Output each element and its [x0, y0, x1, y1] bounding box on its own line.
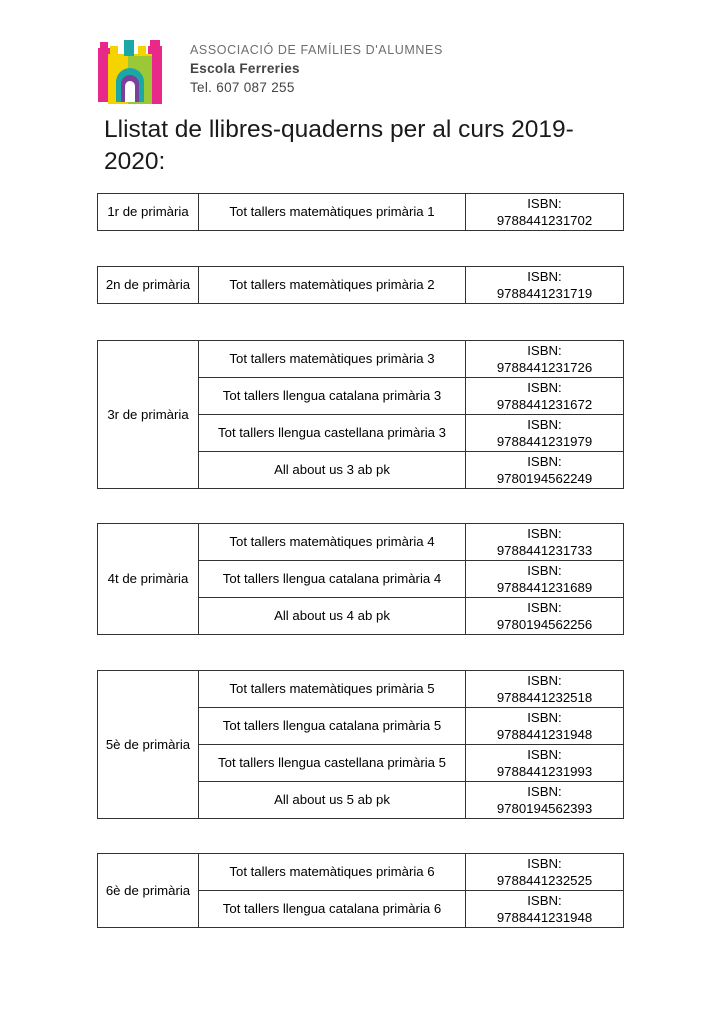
- isbn-value: 9788441231719: [496, 286, 593, 301]
- book-title: Tot tallers llengua castellana primària 3: [199, 415, 466, 452]
- isbn-label: ISBN:: [527, 343, 562, 358]
- book-title: Tot tallers matemàtiques primària 5: [199, 671, 466, 708]
- isbn-label: ISBN:: [527, 673, 562, 688]
- table-row: [98, 671, 624, 708]
- book-title: Tot tallers matemàtiques primària 1: [199, 194, 466, 231]
- association-name: ASSOCIACIÓ DE FAMÍLIES D'ALUMNES: [190, 43, 443, 57]
- grade-label: 2n de primària: [105, 277, 191, 292]
- isbn-cell: [466, 745, 624, 782]
- book-title: All about us 4 ab pk: [199, 598, 466, 635]
- grade-table: [97, 340, 624, 489]
- isbn-cell: [466, 561, 624, 598]
- table-row: [98, 524, 624, 561]
- isbn-value: 9788441231948: [496, 910, 593, 925]
- book-title: Tot tallers matemàtiques primària 2: [199, 267, 466, 304]
- table-row: [98, 854, 624, 891]
- isbn-cell: [466, 598, 624, 635]
- isbn-cell: [466, 708, 624, 745]
- book-title: Tot tallers matemàtiques primària 4: [199, 524, 466, 561]
- grade-label: 1r de primària: [107, 204, 189, 219]
- grade-label: 5è de primària: [105, 736, 191, 752]
- isbn-cell: [466, 782, 624, 819]
- school-castle-logo: [98, 38, 162, 104]
- isbn-value: 9788441231672: [496, 397, 593, 412]
- grade-table: [97, 670, 624, 819]
- grade-label: 4t de primària: [107, 571, 189, 586]
- grade-table: [97, 853, 624, 928]
- grade-cell: [98, 854, 199, 928]
- book-title: Tot tallers llengua catalana primària 4: [199, 561, 466, 598]
- grade-cell: [98, 671, 199, 819]
- grade-table: [97, 266, 624, 304]
- book-title: Tot tallers llengua catalana primària 3: [199, 378, 466, 415]
- isbn-label: ISBN:: [527, 526, 562, 541]
- isbn-cell: [466, 891, 624, 928]
- isbn-cell: [466, 671, 624, 708]
- isbn-value: 9788441232525: [496, 873, 593, 888]
- isbn-cell: [466, 452, 624, 489]
- isbn-label: ISBN:: [527, 417, 562, 432]
- isbn-cell: [466, 341, 624, 378]
- isbn-label: ISBN:: [527, 747, 562, 762]
- isbn-cell: [466, 415, 624, 452]
- isbn-value: 9788441231979: [496, 434, 593, 449]
- grade-cell: [98, 341, 199, 489]
- isbn-value: 9780194562393: [496, 801, 593, 816]
- book-title: All about us 5 ab pk: [199, 782, 466, 819]
- book-title: Tot tallers matemàtiques primària 6: [199, 854, 466, 891]
- isbn-cell: [466, 267, 624, 304]
- isbn-label: ISBN:: [527, 856, 562, 871]
- isbn-label: ISBN:: [527, 454, 562, 469]
- isbn-value: 9788441231689: [496, 580, 593, 595]
- isbn-cell: [466, 378, 624, 415]
- grade-cell: [98, 194, 199, 231]
- isbn-value: 9788441231948: [496, 727, 593, 742]
- phone-number: Tel. 607 087 255: [190, 80, 295, 95]
- isbn-label: ISBN:: [527, 893, 562, 908]
- grade-label: 6è de primària: [105, 882, 191, 898]
- isbn-cell: [466, 194, 624, 231]
- book-title: Tot tallers llengua castellana primària 5: [199, 745, 466, 782]
- isbn-value: 9780194562256: [496, 617, 593, 632]
- isbn-value: 9780194562249: [496, 471, 593, 486]
- isbn-label: ISBN:: [527, 380, 562, 395]
- table-row: [98, 341, 624, 378]
- page-title: Llistat de llibres-quaderns per al curs 2019-2020:: [104, 116, 574, 175]
- grade-label: 3r de primària: [107, 406, 189, 422]
- isbn-value: 9788441231726: [496, 360, 593, 375]
- table-row: [98, 267, 624, 304]
- grade-table: [97, 193, 624, 231]
- isbn-value: 9788441231702: [496, 213, 593, 228]
- isbn-label: ISBN:: [527, 784, 562, 799]
- isbn-cell: [466, 524, 624, 561]
- book-title: Tot tallers matemàtiques primària 3: [199, 341, 466, 378]
- isbn-label: ISBN:: [527, 710, 562, 725]
- book-title: Tot tallers llengua catalana primària 6: [199, 891, 466, 928]
- isbn-cell: [466, 854, 624, 891]
- table-row: [98, 194, 624, 231]
- school-name: Escola Ferreries: [190, 61, 300, 76]
- isbn-label: ISBN:: [527, 269, 562, 284]
- book-title: All about us 3 ab pk: [199, 452, 466, 489]
- grade-cell: [98, 267, 199, 304]
- isbn-label: ISBN:: [527, 600, 562, 615]
- isbn-label: ISBN:: [527, 196, 562, 211]
- isbn-value: 9788441232518: [496, 690, 593, 705]
- grade-table: [97, 523, 624, 635]
- isbn-label: ISBN:: [527, 563, 562, 578]
- page-header: [98, 38, 458, 108]
- grade-cell: [98, 524, 199, 635]
- isbn-value: 9788441231733: [496, 543, 593, 558]
- book-title: Tot tallers llengua catalana primària 5: [199, 708, 466, 745]
- isbn-value: 9788441231993: [496, 764, 593, 779]
